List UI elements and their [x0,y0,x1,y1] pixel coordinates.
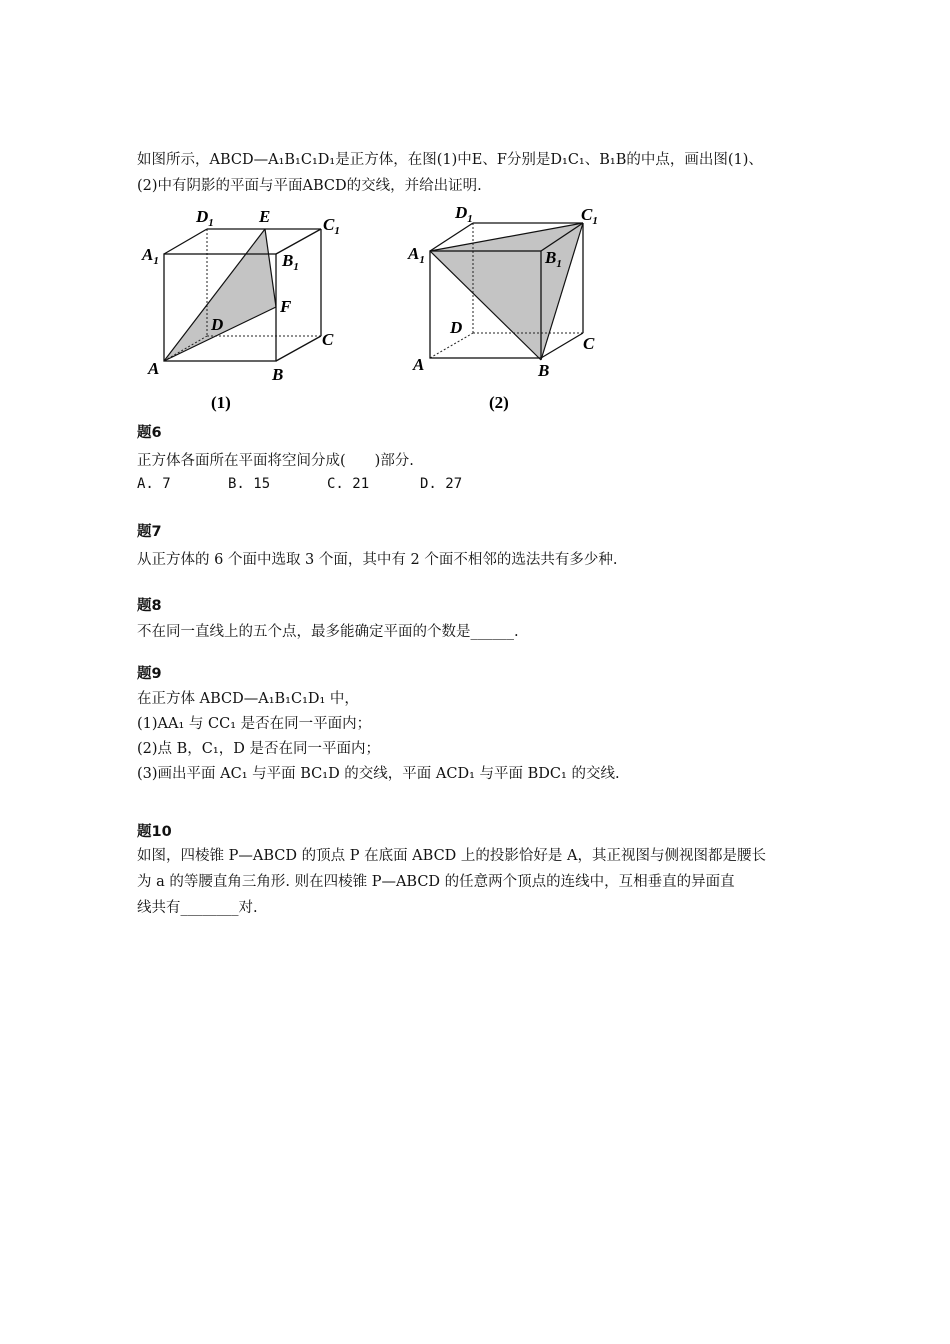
figure-2-caption: (2) [489,393,509,412]
q6-heading: 题6 [137,425,162,441]
cube-figure-1 [140,200,360,420]
q9-line-3: (2)点 B，C₁，D 是否在同一平面内； [137,741,380,757]
svg-text:B1: $B_1$ [545,248,562,270]
label-c1: C [581,205,593,224]
q6-option-d: D. 27 [420,476,463,492]
label-b: B [538,361,550,380]
shaded-triangle-a1bc1 [430,223,583,360]
svg-text:C1: $C_1$ [581,205,598,227]
svg-text:D1: $D_1$ [455,203,473,225]
q9-heading: 题9 [137,666,162,682]
label-e: E [259,207,271,226]
label-a: A [148,359,160,378]
label-b1: B [282,251,294,270]
label-c1: C [323,215,335,234]
q9-line-1: 在正方体 ABCD—A₁B₁C₁D₁ 中， [137,691,359,707]
q6-option-c: C. 21 [327,476,370,492]
label-b1: B [545,248,557,267]
q8-text: 不在同一直线上的五个点，最多能确定平面的个数是______. [137,624,519,640]
figure-1-caption: (1) [211,393,231,412]
q9-line-2: (1)AA₁ 与 CC₁ 是否在同一平面内； [137,716,372,732]
q6-option-b: B. 15 [228,476,271,492]
label-f: F [280,297,292,316]
q7-heading: 题7 [137,524,162,540]
intro-line-2: (2)中有阴影的平面与平面ABCD的交线，并给出证明. [137,178,482,194]
q10-heading: 题10 [137,824,172,840]
label-d: D [450,318,463,337]
label-a: A [413,355,425,374]
svg-text:A1: $A_1$ [408,244,425,266]
svg-text:C1: $C_1$ [323,215,340,237]
label-a1: A [408,244,420,263]
q10-line-1: 如图，四棱锥 P—ABCD 的顶点 P 在底面 ABCD 上的投影恰好是 A，其正视图与侧视图都是腰长 [137,848,766,864]
svg-text:B1: $B_1$ [282,251,299,273]
q7-text: 从正方体的 6 个面中选取 3 个面，其中有 2 个面不相邻的选法共有多少种. [137,552,618,568]
q10-line-3: 线共有________对. [137,900,258,916]
label-d: D [211,315,224,334]
q6-text: 正方体各面所在平面将空间分成( )部分. [137,453,414,469]
q9-line-4: (3)画出平面 AC₁ 与平面 BC₁D 的交线，平面 ACD₁ 与平面 BDC₁ 的交线. [137,766,620,782]
q10-line-2: 为 a 的等腰直角三角形. 则在四棱锥 P—ABCD 的任意两个顶点的连线中，互相垂直的异面直 [137,874,735,890]
shaded-triangle-aef [164,229,276,361]
label-a1: A [142,245,154,264]
svg-text:D1: $D_1$ [196,207,214,229]
q6-option-a: A. 7 [137,476,171,492]
svg-text:A1: $A_1$ [142,245,159,267]
label-c: C [322,330,334,349]
intro-line-1: 如图所示，ABCD—A₁B₁C₁D₁是正方体，在图(1)中E、F分别是D₁C₁、B₁B的中点，画出图(1)、 [137,152,763,168]
label-d1: D [196,207,209,226]
cube-figure-2 [405,200,625,420]
q8-heading: 题8 [137,598,162,614]
label-b: B [272,365,284,384]
label-c: C [583,334,595,353]
label-d1: D [455,203,468,222]
